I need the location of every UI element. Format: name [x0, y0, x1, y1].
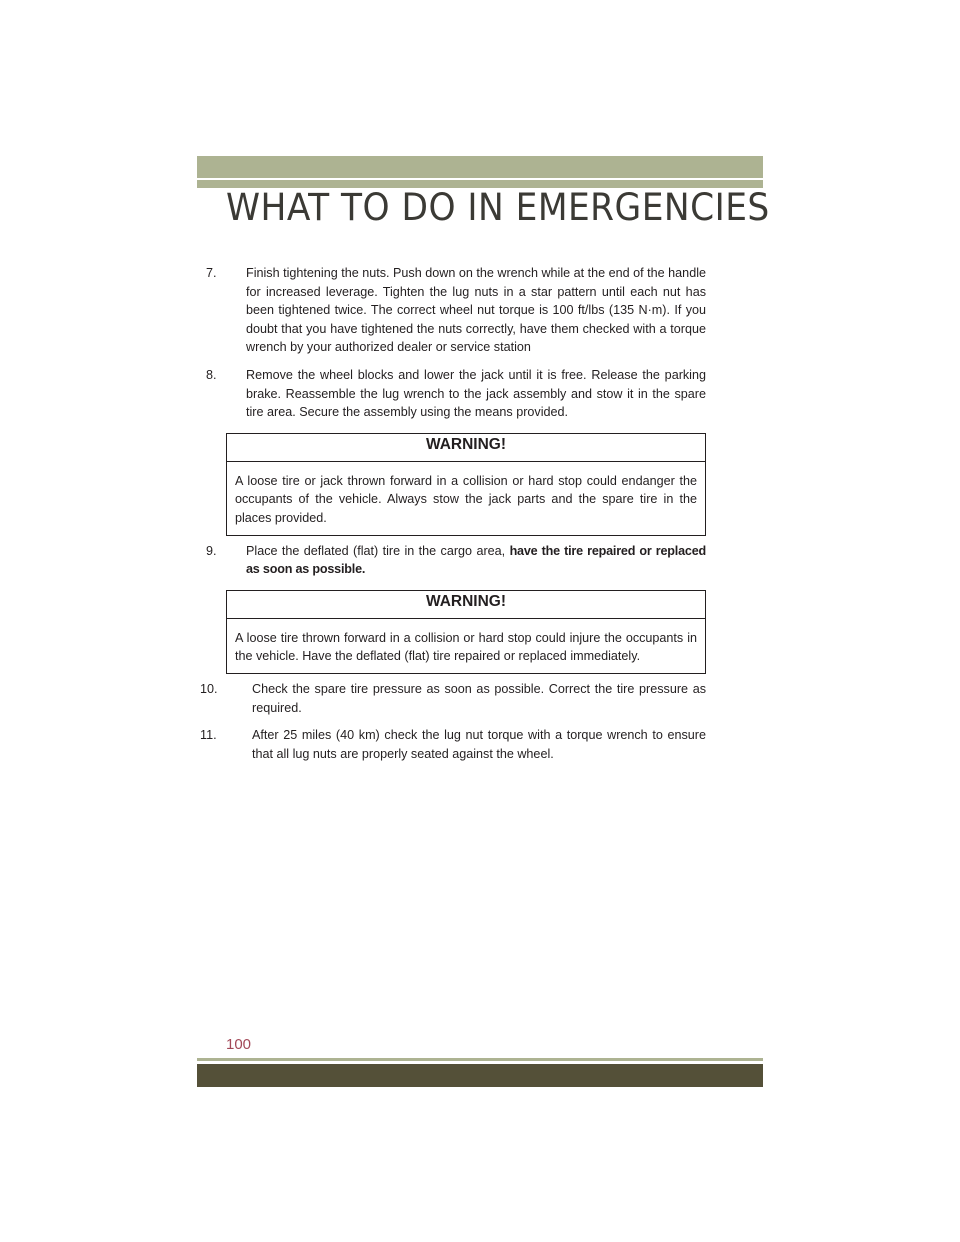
warning-title: WARNING! — [227, 434, 705, 462]
step-number: 7. — [206, 266, 217, 280]
step-item — [206, 366, 706, 422]
warning-box — [226, 590, 706, 674]
step-text: After 25 miles (40 km) check the lug nut torque with a torque wrench to ensure that all lug nuts are properly seated against the wheel. — [252, 728, 706, 761]
warning-text: A loose tire thrown forward in a collision or hard stop could injure the occupants in the vehicle. Have the deflated (flat) tire repaired or replaced immediately. — [235, 630, 697, 664]
step-item — [206, 264, 706, 357]
page-content — [200, 264, 707, 772]
step-emphasis: have the tire repaired or replaced as soon as possible. — [246, 543, 707, 577]
step-item — [206, 542, 707, 579]
step-text: Check the spare tire pressure as soon as possible. Correct the tire pressure as required. — [252, 681, 706, 715]
page-number: 100 — [226, 1036, 252, 1053]
step-number: 11. — [200, 728, 217, 743]
step-text: Remove the wheel blocks and lower the jack until it is free. Release the parking brake. Reassemble the lug wrench to the jack assembly and stow it in the spare tire area. Secure the assembly using the means provided. — [246, 367, 706, 420]
step-number: 9. — [206, 543, 217, 558]
step-number: 10. — [200, 681, 218, 696]
step-text: Finish tightening the nuts. Push down on the wrench while at the end of the handle for increased leverage. Tighten the lug nuts in a star pattern until each nut has been tightened twice. The correct wheel nut torque is 100 ft/lbs (135 N·m). If you doubt that you have tightened the nuts correctly, have them checked with a torque wrench by your authorized dealer or service station — [246, 266, 706, 355]
warning-box — [226, 433, 706, 536]
footer-band-stripe — [197, 1058, 763, 1061]
header-band — [197, 156, 763, 178]
section-title: WHAT TO DO IN EMERGENCIES — [226, 186, 770, 229]
step-number: 8. — [206, 367, 217, 382]
step-item — [200, 680, 706, 717]
warning-title: WARNING! — [227, 591, 705, 619]
step-text: Place the deflated (flat) tire in the cargo area, — [246, 543, 510, 558]
step-item — [200, 726, 706, 763]
warning-text: A loose tire or jack thrown forward in a collision or hard stop could endanger the occupants of the vehicle. Always stow the jack parts and the spare tire in the places provided. — [235, 473, 697, 525]
footer-band — [197, 1064, 763, 1087]
